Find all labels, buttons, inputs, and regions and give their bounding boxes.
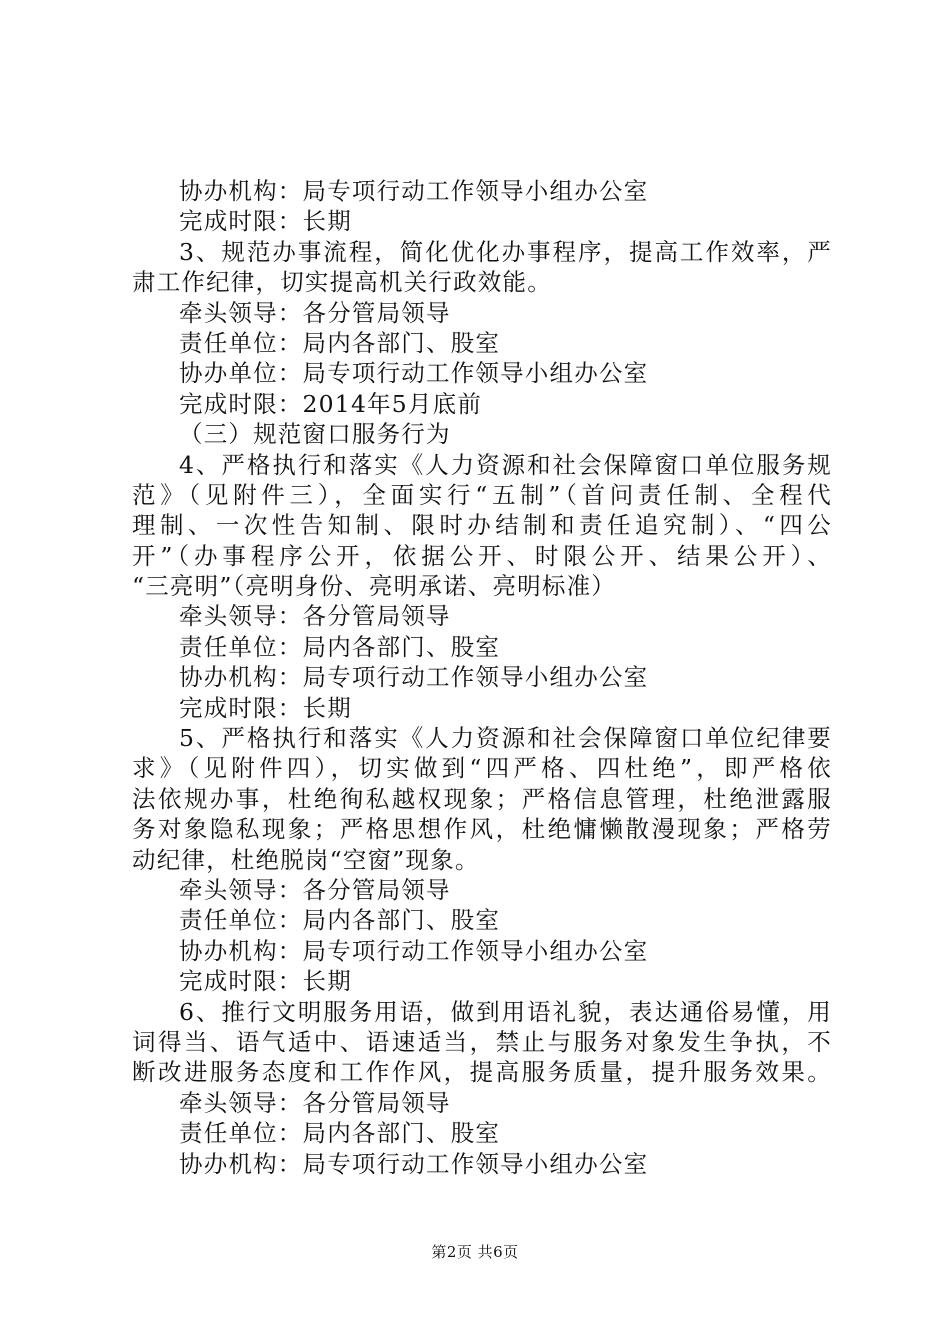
- text-line: 牵头领导：各分管局领导: [179, 298, 451, 327]
- text-line: 求》（见附件四），切实做到“四严格、四杜绝”，即严格依: [132, 754, 832, 783]
- text-line: （三）规范窗口服务行为: [179, 420, 451, 449]
- text-line: 责任单位：局内各部门、股室: [179, 632, 501, 661]
- text-line: 牵头领导：各分管局领导: [179, 602, 451, 631]
- text-line: 牵头领导：各分管局领导: [179, 875, 451, 904]
- text-line: 协办机构：局专项行动工作领导小组办公室: [179, 177, 649, 205]
- text-line: 完成时限：长期: [179, 693, 352, 722]
- text-line: 范》（见附件三），全面实行“五制”（首问责任制、全程代: [132, 480, 832, 509]
- text-line: 法依规办事，杜绝徇私越权现象；严格信息管理，杜绝泄露服: [132, 784, 832, 813]
- text-line: 肃工作纪律，切实提高机关行政效能。: [132, 268, 552, 297]
- text-line: 牵头领导：各分管局领导: [179, 1088, 451, 1117]
- text-line: 责任单位：局内各部门、股室: [179, 328, 501, 357]
- text-line: 6、推行文明服务用语，做到用语礼貌，表达通俗易懂，用: [179, 997, 832, 1026]
- text-line: 协办机构：局专项行动工作领导小组办公室: [179, 1149, 649, 1178]
- text-line: 断改进服务态度和工作作风，提高服务质量，提升服务效果。: [132, 1058, 832, 1087]
- text-line: 协办机构：局专项行动工作领导小组办公室: [179, 936, 649, 965]
- text-line: 理制、一次性告知制、限时办结制和责任追究制）、“四公: [132, 511, 832, 540]
- text-line: 协办单位：局专项行动工作领导小组办公室: [179, 359, 649, 388]
- text-line: 词得当、语气适中、语速适当，禁止与服务对象发生争执，不: [132, 1027, 832, 1056]
- text-line: 动纪律，杜绝脱岗“空窗”现象。: [132, 845, 480, 874]
- text-line: 5、严格执行和落实《人力资源和社会保障窗口单位纪律要: [179, 724, 832, 753]
- page-footer: 第2页 共6页: [431, 1243, 519, 1261]
- text-line: 完成时限：长期: [179, 967, 352, 996]
- document-body: [132, 176, 832, 1179]
- text-line: 完成时限：长期: [179, 207, 352, 236]
- text-line: “三亮明”（亮明身份、亮明承诺、亮明标准）: [132, 572, 616, 601]
- text-line: 4、严格执行和落实《人力资源和社会保障窗口单位服务规: [179, 450, 832, 479]
- text-line: 责任单位：局内各部门、股室: [179, 1119, 501, 1148]
- text-line: 协办机构：局专项行动工作领导小组办公室: [179, 663, 649, 692]
- text-line: 开”（办事程序公开，依据公开、时限公开、结果公开）、: [132, 541, 832, 570]
- text-line: 完成时限：2014年5月底前: [179, 389, 483, 418]
- text-line: 责任单位：局内各部门、股室: [179, 906, 501, 935]
- text-line: 务对象隐私现象；严格思想作风，杜绝慵懒散漫现象；严格劳: [132, 815, 832, 844]
- text-line: 3、规范办事流程，简化优化办事程序，提高工作效率，严: [179, 237, 832, 266]
